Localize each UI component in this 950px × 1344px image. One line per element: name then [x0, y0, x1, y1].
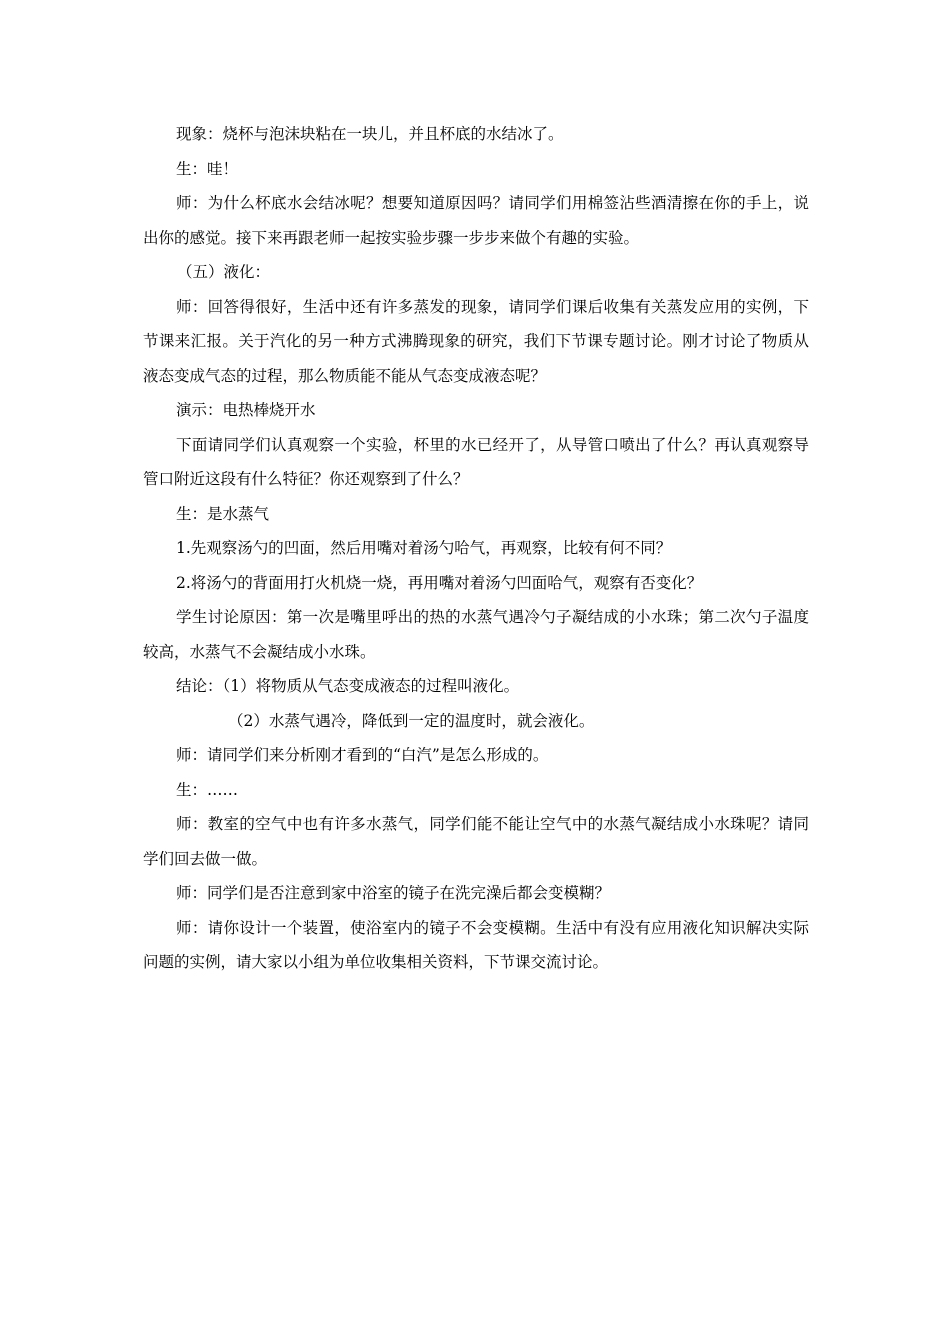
paragraph-conclusion-2: （2）水蒸气遇冷，降低到一定的温度时，就会液化。	[228, 711, 595, 730]
paragraph-teacher-question: 师：为什么杯底水会结冰呢？想要知道原因吗？请同学们用棉签沾些酒清擦在你的手上，说出你的感觉。接下来再跟老师一起按实验步骤一步步来做个有趣的实验。	[143, 194, 809, 247]
paragraph-student-ellipsis: 生：……	[176, 780, 239, 799]
paragraph-observe-experiment: 下面请同学们认真观察一个实验，杯里的水已经开了，从导管口喷出了什么？再认真观察导管口附近这段有什么特征？你还观察到了什么？	[143, 435, 809, 488]
document-body	[143, 117, 809, 980]
paragraph-demo: 演示：电热棒烧开水	[176, 401, 316, 419]
paragraph-teacher-design: 师：请你设计一个装置，使浴室内的镜子不会变模糊。生活中有没有应用液化知识解决实际问题的实例，请大家以小组为单位收集相关资料，下节课交流讨论。	[143, 918, 809, 971]
paragraph-phenomenon: 现象：烧杯与泡沫块粘在一块儿，并且杯底的水结冰了。	[176, 125, 564, 143]
paragraph-teacher-white-vapor: 师：请同学们来分析刚才看到的“白汽”是怎么形成的。	[176, 746, 549, 764]
list-item-step-1: 1.先观察汤勺的凹面，然后用嘴对着汤勺哈气，再观察，比较有何不同？	[176, 539, 672, 557]
paragraph-student-steam: 生：是水蒸气	[176, 504, 270, 523]
paragraph-student-discussion: 学生讨论原因：第一次是嘴里呼出的热的水蒸气遇冷勺子凝结成的小水珠；第二次勺子温度较高，水蒸气不会凝结成小水珠。	[143, 608, 809, 661]
paragraph-student-wow: 生：哇！	[176, 159, 239, 178]
paragraph-conclusion-1: 结论：（1）将物质从气态变成液态的过程叫液化。	[176, 677, 520, 695]
paragraph-teacher-mirror: 师：同学们是否注意到家中浴室的镜子在洗完澡后都会变模糊？	[176, 884, 611, 902]
section-heading-liquefaction: （五）液化：	[177, 263, 271, 281]
list-item-step-2: 2.将汤勺的背面用打火机烧一烧，再用嘴对着汤勺凹面哈气，观察有否变化？	[176, 573, 703, 592]
paragraph-teacher-evaporation: 师：回答得很好，生活中还有许多蒸发的现象，请同学们课后收集有关蒸发应用的实例，下节课来汇报。关于汽化的另一种方式沸腾现象的研究，我们下节课专题讨论。刚才讨论了物质从液态变成气态的过程，那么物质能不能从气态变成液态呢？	[143, 297, 809, 385]
paragraph-teacher-classroom-air: 师：教室的空气中也有许多水蒸气，同学们能不能让空气中的水蒸气凝结成小水珠呢？请同学们回去做一做。	[143, 815, 809, 868]
